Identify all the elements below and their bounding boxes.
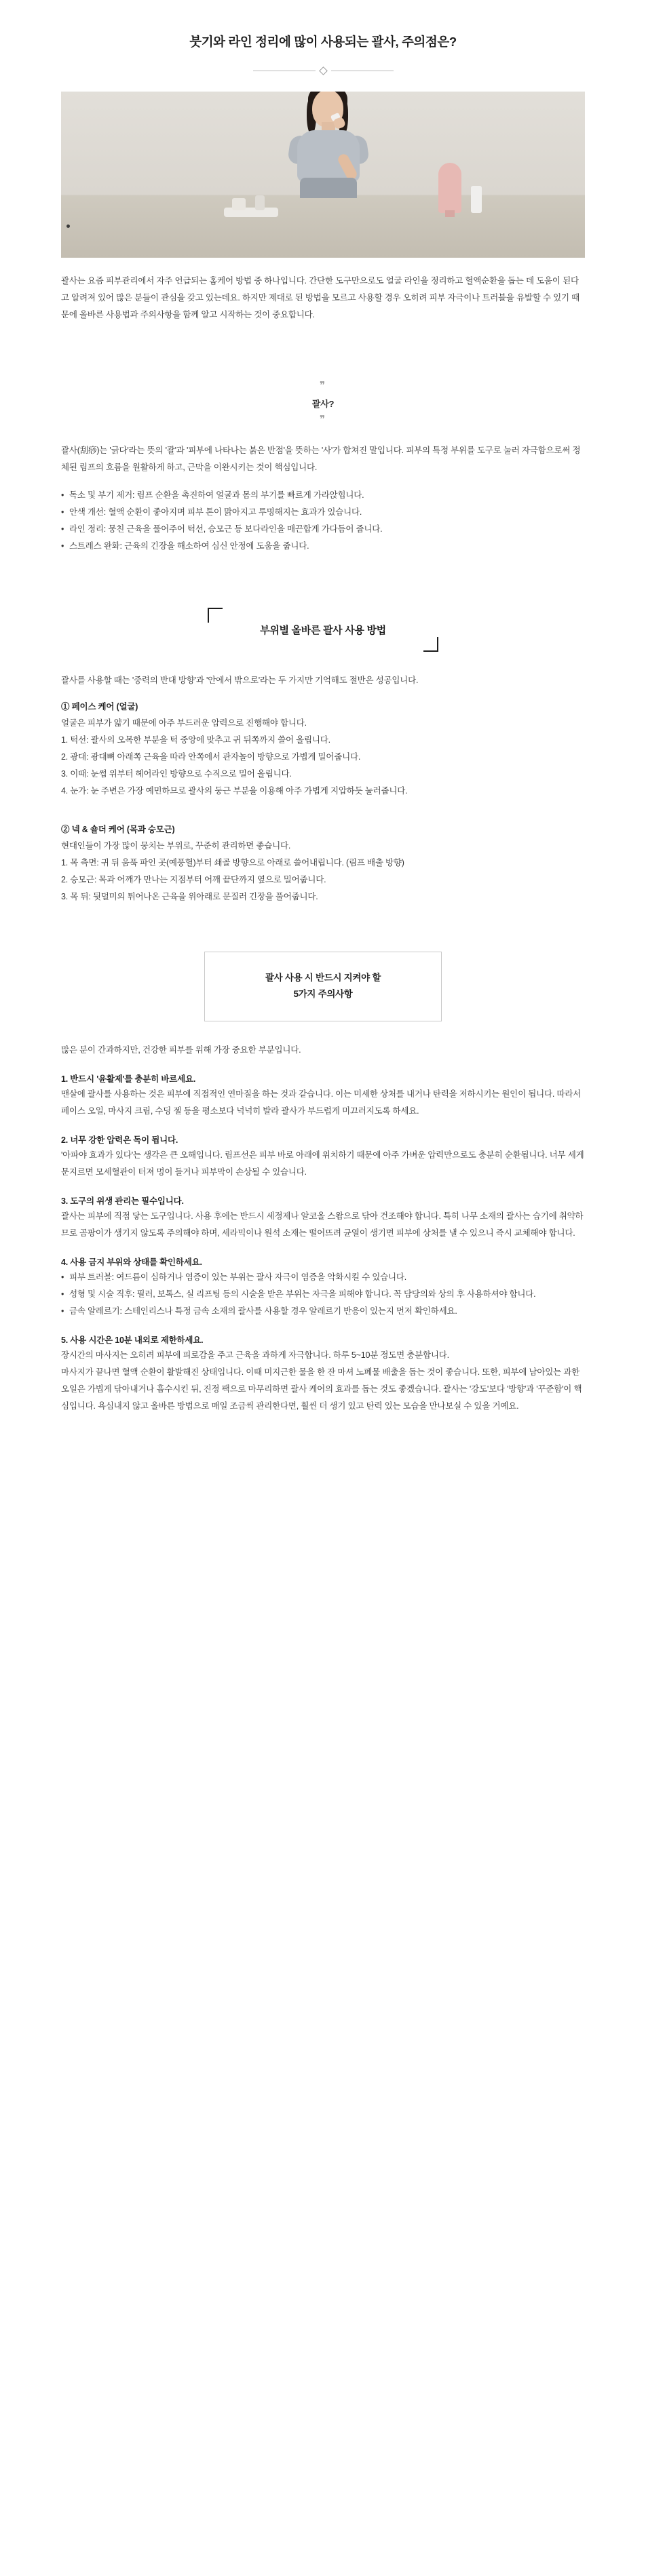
caution-body: 장시간의 마사지는 오히려 피부에 피로감을 주고 근육을 과하게 자극합니다. 하루 5~10분 정도면 충분합니다. xyxy=(61,1350,449,1360)
pants-shape xyxy=(300,178,357,198)
article-page xyxy=(0,8,646,1448)
bottle-prop xyxy=(471,186,482,213)
quote-block xyxy=(61,380,585,425)
intro-paragraph: 괄사는 요즘 피부관리에서 자주 언급되는 홈케어 방법 중 하나입니다. 간단한 도구만으로도 얼굴 라인을 정리하고 혈액순환을 돕는 데 도움이 된다고 알려져 있어 많은 분들이 관심을 갖고 있는데요. 하지만 제대로 된 방법을 모르고 사용할 경우 오히려 피부 자극이나 트러블을 유발할 수 있기 때문에 올바른 사용법과 주의사항을 함께 알고 시작하는 것이 중요합니다. xyxy=(61,276,580,320)
usage-step: 4. 눈가: 눈 주변은 가장 예민하므로 괄사의 둥근 부분을 이용해 아주 가볍게 지압하듯 눌러줍니다. xyxy=(61,786,408,796)
usage-step: 1. 목 측면: 귀 뒤 움푹 파인 곳(예풍혈)부터 쇄골 방향으로 아래로 쓸어내립니다. (림프 배출 방향) xyxy=(61,858,404,868)
cautions-lead-paragraph: 많은 분이 간과하지만, 건강한 피부를 위해 가장 중요한 부분입니다. xyxy=(61,1045,301,1055)
caution-title: 1. 반드시 '윤활제'를 충분히 바르세요. xyxy=(61,1074,196,1084)
usage-group-title: ① 페이스 케어 (얼굴) xyxy=(61,702,138,712)
bracket-top-left-icon xyxy=(208,608,223,623)
list-item: • 성형 및 시술 직후: 필러, 보톡스, 실 리프팅 등의 시술을 받은 부위는 자극을 피해야 합니다. 꼭 담당의와 상의 후 사용하셔야 합니다. xyxy=(61,1286,585,1303)
usage-step: 2. 광대: 광대뼈 아래쪽 근육을 따라 안쪽에서 관자놀이 방향으로 가볍게 밀어줍니다. xyxy=(61,752,361,762)
usage-step: 3. 이때: 눈썹 위부터 헤어라인 방향으로 수직으로 밀어 올립니다. xyxy=(61,769,292,779)
caution-title: 3. 도구의 위생 관리는 필수입니다. xyxy=(61,1196,184,1206)
hero-image xyxy=(61,92,585,258)
list-item: • 피부 트러블: 여드름이 심하거나 염증이 있는 부위는 괄사 자극이 염증을 악화시킬 수 있습니다. xyxy=(61,1269,585,1286)
usage-section-heading-block xyxy=(180,608,466,652)
callout-line-1: 괄사 사용 시 반드시 지켜야 할 xyxy=(265,973,381,983)
usage-group-title: ② 넥 & 숄더 케어 (목과 승모근) xyxy=(61,825,175,835)
list-item: • 금속 알레르기: 스테인리스나 특정 금속 소재의 괄사를 사용할 경우 알레르기 반응이 있는지 먼저 확인하세요. xyxy=(61,1303,585,1320)
usage-group-intro: 얼굴은 피부가 얇기 때문에 아주 부드러운 압력으로 진행해야 합니다. xyxy=(61,718,307,728)
usage-step: 2. 승모근: 목과 어깨가 만나는 지점부터 어깨 끝단까지 옆으로 밀어줍니다. xyxy=(61,875,326,885)
usage-group-intro: 현대인들이 가장 많이 뭉치는 부위로, 꾸준히 관리하면 좋습니다. xyxy=(61,841,291,851)
quote-open-mark: ❞ xyxy=(319,380,327,392)
caution-title: 5. 사용 시간은 10분 내외로 제한하세요. xyxy=(61,1335,204,1345)
caution-item-5 xyxy=(61,1333,585,1364)
usage-section-heading: 부위별 올바른 괄사 사용 방법 xyxy=(260,625,386,637)
list-item: • 스트레스 완화: 근육의 긴장을 해소하여 심신 안정에 도움을 줍니다. xyxy=(61,538,585,555)
usage-group-face xyxy=(61,700,585,800)
usage-lead-paragraph: 괄사를 사용할 때는 '중력의 반대 방향'과 '안에서 밖으로'라는 두 가지만 기억해도 절반은 성공입니다. xyxy=(61,676,419,686)
list-item: • 독소 및 부기 제거: 림프 순환을 촉진하여 얼굴과 몸의 부기를 빠르게 가라앉힙니다. xyxy=(61,487,585,504)
callout-line-2: 5가지 주의사항 xyxy=(293,989,353,1000)
jar-prop xyxy=(232,198,246,210)
caution-body: '아파야 효과가 있다'는 생각은 큰 오해입니다. 림프선은 피부 바로 아래에 위치하기 때문에 아주 가벼운 압력만으로도 충분히 순환됩니다. 너무 세게 문지르면 모세혈관이 터져 멍이 들거나 피부막이 손상될 수 있습니다. xyxy=(61,1150,584,1177)
caution-body: 맨살에 괄사를 사용하는 것은 피부에 직접적인 연마질을 하는 것과 같습니다. 이는 미세한 상처를 내거나 탄력을 저하시키는 원인이 됩니다. 따라서 페이스 오일, 마사지 크림, 수딩 젤 등을 평소보다 넉넉히 발라 괄사가 부드럽게 미끄러지도록 하세요. xyxy=(61,1089,582,1116)
page-title: 붓기와 라인 정리에 많이 사용되는 괄사, 주의점은? xyxy=(189,35,457,50)
quote-close-mark: ❞ xyxy=(319,414,327,426)
usage-step: 1. 턱선: 괄사의 오목한 부분을 턱 중앙에 맞추고 귀 뒤쪽까지 쓸어 올립니다. xyxy=(61,735,330,745)
jar-prop-secondary xyxy=(255,195,265,210)
caution-body: 괄사는 피부에 직접 닿는 도구입니다. 사용 후에는 반드시 세정제나 알코올 스왑으로 닦아 건조해야 합니다. 특히 나무 소재의 괄사는 습기에 취약하므로 곰팡이가 생기지 않도록 주의해야 하며, 세라믹이나 원석 소재는 떨어뜨려 균열이 생기면 피부에 상처를 낼 수 있으니 즉시 교체해야 합니다. xyxy=(61,1211,584,1238)
caution-sub-list xyxy=(61,1269,585,1320)
gua-sha-stand-prop xyxy=(445,210,455,217)
diamond-icon xyxy=(319,66,328,75)
bracket-bottom-right-icon xyxy=(423,637,438,652)
definition-paragraph: 괄사(刮痧)는 '긁다'라는 뜻의 '괄'과 '피부에 나타나는 붉은 반점'을 뜻하는 '사'가 합쳐진 말입니다. 피부의 특정 부위를 도구로 눌러 자극함으로써 정체된 림프의 흐름을 원활하게 하고, 근막을 이완시키는 것이 핵심입니다. xyxy=(61,446,581,473)
list-item: • 라인 정리: 뭉친 근육을 풀어주어 턱선, 승모근 등 보다라인을 매끈합게 가다듬어 줍니다. xyxy=(61,521,585,538)
gua-sha-tool-prop xyxy=(438,163,461,213)
person-figure xyxy=(277,92,379,217)
cautions-callout-box xyxy=(204,952,442,1021)
caution-item-1 xyxy=(61,1072,585,1120)
closing-paragraph: 마사지가 끝나면 혈액 순환이 활발해진 상태입니다. 이때 미지근한 물을 한 잔 마셔 노폐물 배출을 돕는 것이 좋습니다. 또한, 피부에 남아있는 과한 오일은 가볍게 닦아내거나 흡수시킨 뒤, 진정 팩으로 마무리하면 괄사 케어의 효과를 돕는 것도 좋겠습니다. 괄사는 '강도'보다 '방향'과 '꾸준함'이 핵심입니다. 욕심내지 않고 올바른 방법으로 매일 조금씩 관리한다면, 훨씬 더 생기 있고 탄력 있는 모습을 만나보실 수 있을 거예요. xyxy=(61,1367,582,1411)
caution-item-2 xyxy=(61,1133,585,1181)
usage-step: 3. 목 뒤: 뒷덜미의 튀어나온 근육을 위아래로 문질러 긴장을 풀어줍니다. xyxy=(61,892,318,902)
list-item: • 안색 개선: 혈액 순환이 좋아지며 피부 톤이 맑아지고 투명해지는 효과가 있습니다. xyxy=(61,504,585,521)
diamond-divider xyxy=(61,68,585,74)
quote-text: 괄사? xyxy=(311,399,335,410)
caution-title: 4. 사용 금지 부위와 상태를 확인하세요. xyxy=(61,1257,202,1267)
usage-group-neck-shoulder xyxy=(61,823,585,905)
caution-title: 2. 너무 강한 압력은 독이 됩니다. xyxy=(61,1135,178,1145)
caution-item-3 xyxy=(61,1194,585,1242)
benefit-list xyxy=(61,487,585,555)
caution-item-4 xyxy=(61,1255,585,1320)
